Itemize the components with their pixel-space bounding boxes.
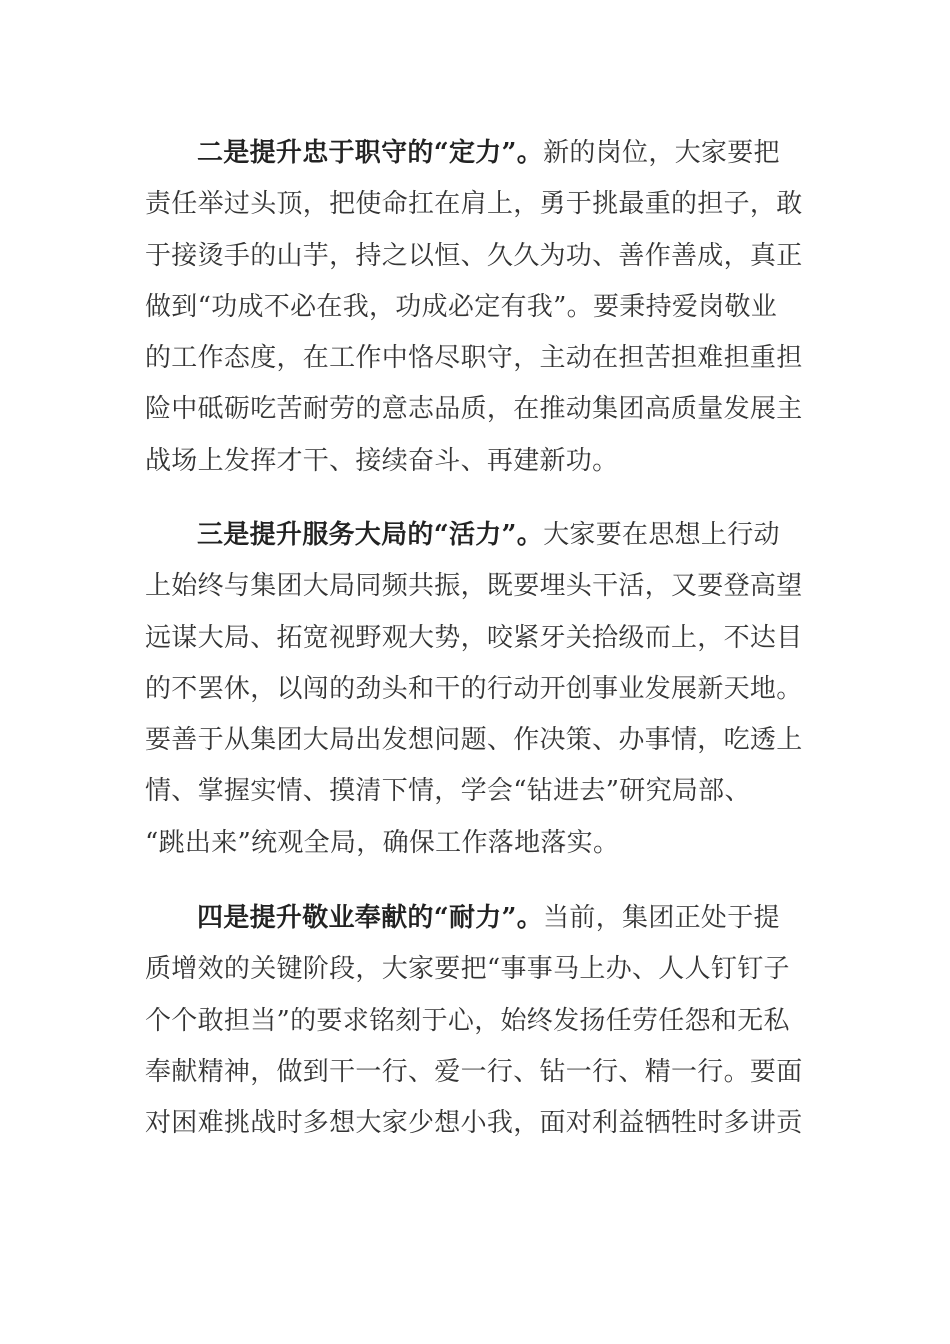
paragraph-line: 于接烫手的山芋，持之以恒、久久为功、善作善成，真正: [145, 240, 803, 271]
paragraph-text: 大家要在思想上行动: [543, 520, 780, 550]
paragraph-text: 当前，集团正处于提: [543, 903, 780, 933]
paragraph-line: 责任举过头顶，把使命扛在肩上，勇于挑最重的担子，敢: [145, 189, 803, 220]
paragraph-line: “跳出来”统观全局，确保工作落地落实。: [145, 827, 620, 858]
paragraph-lead-heading: 四是提升敬业奉献的“耐力”。: [197, 903, 544, 933]
paragraph-text: 新的岗位，大家要把: [543, 138, 780, 168]
paragraph-line: 的不罢休，以闯的劲头和干的行动开创事业发展新天地。: [145, 673, 803, 704]
paragraph-line: 对困难挑战时多想大家少想小我，面对利益牺牲时多讲贡: [145, 1108, 803, 1139]
paragraph-line: 险中砥砺吃苦耐劳的意志品质，在推动集团高质量发展主: [145, 394, 803, 425]
paragraph-first-line: [145, 128, 815, 179]
paragraph-line: 上始终与集团大局同频共振，既要埋头干活，又要登高望: [145, 571, 803, 602]
paragraph-line: 战场上发挥才干、接续奋斗、再建新功。: [145, 445, 619, 476]
paragraph-lead-heading: 二是提升忠于职守的“定力”。: [197, 138, 544, 168]
paragraph-huoli: [145, 510, 815, 869]
paragraph-line: 个个敢担当”的要求铭刻于心，始终发扬任劳任怨和无私: [145, 1005, 790, 1036]
paragraph-first-line: [145, 893, 815, 944]
paragraph-line: 奉献精神，做到干一行、爱一行、钻一行、精一行。要面: [145, 1056, 803, 1087]
paragraph-line: 质增效的关键阶段，大家要把“事事马上办、人人钉钉子: [145, 954, 790, 985]
paragraph-naili: [145, 893, 815, 1149]
paragraph-line: 要善于从集团大局出发想问题、作决策、办事情，吃透上: [145, 725, 803, 756]
paragraph-first-line: [145, 510, 815, 561]
paragraph-line: 远谋大局、拓宽视野观大势，咬紧牙关拾级而上，不达目: [145, 622, 803, 653]
paragraph-dingli: [145, 128, 815, 487]
paragraph-line: 做到“功成不必在我，功成必定有我”。要秉持爱岗敬业: [145, 291, 778, 322]
paragraph-lead-heading: 三是提升服务大局的“活力”。: [197, 520, 544, 550]
paragraph-line: 情、掌握实情、摸清下情，学会“钻进去”研究局部、: [145, 776, 751, 807]
paragraph-line: 的工作态度，在工作中恪尽职守，主动在担苦担难担重担: [145, 343, 803, 374]
